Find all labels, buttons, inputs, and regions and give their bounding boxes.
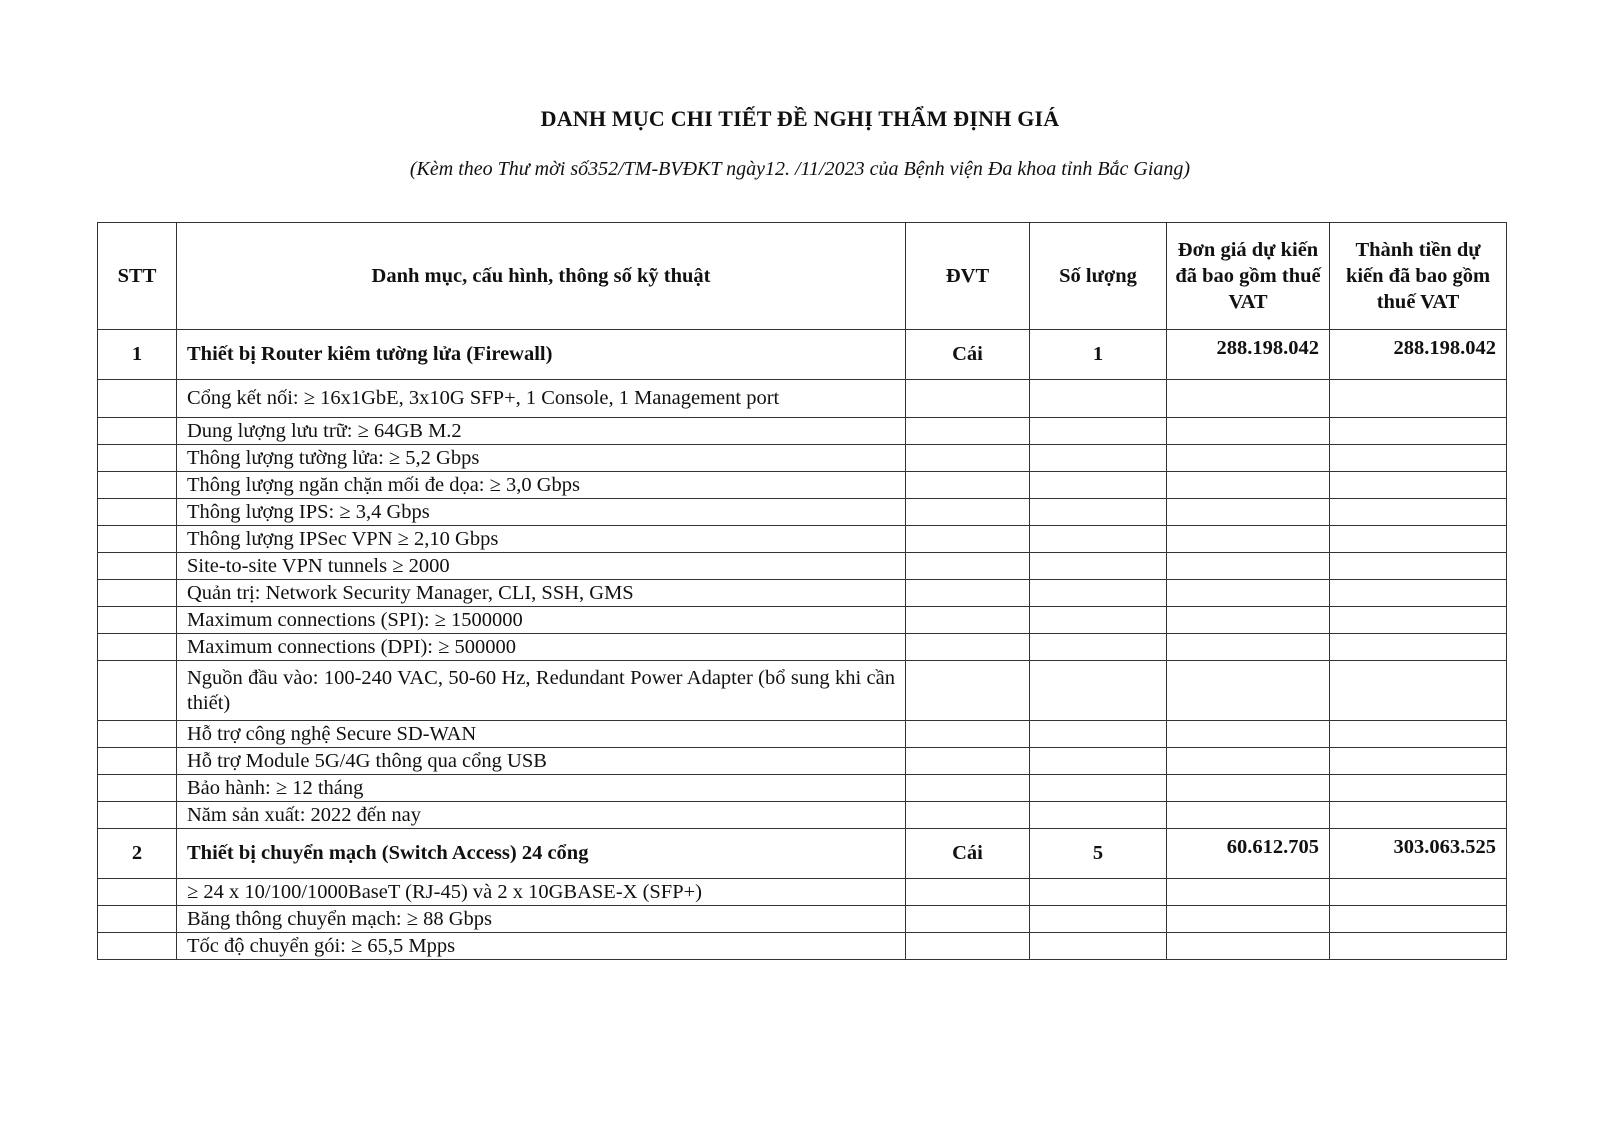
spec-row <box>98 775 1507 802</box>
spec-unit-cell <box>906 553 1030 580</box>
spec-qty-cell <box>1030 499 1167 526</box>
spec-total-cell <box>1330 445 1507 472</box>
spec-text: Site-to-site VPN tunnels ≥ 2000 <box>177 553 906 580</box>
table-header-row <box>98 223 1507 330</box>
spec-price-cell <box>1167 661 1330 721</box>
spec-total-cell <box>1330 526 1507 553</box>
spec-stt-cell <box>98 634 177 661</box>
spec-stt-cell <box>98 418 177 445</box>
spec-qty-cell <box>1030 380 1167 418</box>
spec-total-cell <box>1330 721 1507 748</box>
spec-row <box>98 802 1507 829</box>
spec-price-cell <box>1167 879 1330 906</box>
spec-row <box>98 748 1507 775</box>
spec-text: Thông lượng IPSec VPN ≥ 2,10 Gbps <box>177 526 906 553</box>
spec-total-cell <box>1330 607 1507 634</box>
spec-stt-cell <box>98 526 177 553</box>
header-description: Danh mục, cấu hình, thông số kỹ thuật <box>177 223 906 330</box>
spec-price-cell <box>1167 933 1330 960</box>
spec-price-cell <box>1167 418 1330 445</box>
spec-qty-cell <box>1030 748 1167 775</box>
item-name: Thiết bị chuyển mạch (Switch Access) 24 cổng <box>177 829 906 879</box>
spec-row <box>98 906 1507 933</box>
item-name: Thiết bị Router kiêm tường lửa (Firewall) <box>177 330 906 380</box>
spec-qty-cell <box>1030 580 1167 607</box>
spec-price-cell <box>1167 607 1330 634</box>
item-unit: Cái <box>906 330 1030 380</box>
spec-stt-cell <box>98 445 177 472</box>
spec-price-cell <box>1167 748 1330 775</box>
spec-row <box>98 607 1507 634</box>
spec-unit-cell <box>906 607 1030 634</box>
spec-row <box>98 499 1507 526</box>
spec-text: Maximum connections (DPI): ≥ 500000 <box>177 634 906 661</box>
spec-stt-cell <box>98 721 177 748</box>
spec-qty-cell <box>1030 634 1167 661</box>
spec-total-cell <box>1330 775 1507 802</box>
spec-stt-cell <box>98 933 177 960</box>
spec-unit-cell <box>906 721 1030 748</box>
spec-total-cell <box>1330 933 1507 960</box>
spec-row <box>98 721 1507 748</box>
spec-price-cell <box>1167 580 1330 607</box>
spec-qty-cell <box>1030 445 1167 472</box>
spec-qty-cell <box>1030 472 1167 499</box>
spec-price-cell <box>1167 721 1330 748</box>
item-unit-price: 288.198.042 <box>1167 330 1330 380</box>
item-stt: 1 <box>98 330 177 380</box>
spec-stt-cell <box>98 661 177 721</box>
spec-text: ≥ 24 x 10/100/1000BaseT (RJ-45) và 2 x 10GBASE-X (SFP+) <box>177 879 906 906</box>
spec-price-cell <box>1167 380 1330 418</box>
spec-text: Dung lượng lưu trữ: ≥ 64GB M.2 <box>177 418 906 445</box>
spec-stt-cell <box>98 802 177 829</box>
spec-total-cell <box>1330 748 1507 775</box>
spec-row <box>98 472 1507 499</box>
spec-row <box>98 418 1507 445</box>
spec-total-cell <box>1330 634 1507 661</box>
item-total-price: 288.198.042 <box>1330 330 1507 380</box>
spec-text: Thông lượng IPS: ≥ 3,4 Gbps <box>177 499 906 526</box>
spec-unit-cell <box>906 748 1030 775</box>
spec-row <box>98 580 1507 607</box>
spec-text: Bảo hành: ≥ 12 tháng <box>177 775 906 802</box>
spec-total-cell <box>1330 472 1507 499</box>
spec-price-cell <box>1167 526 1330 553</box>
spec-qty-cell <box>1030 879 1167 906</box>
header-unit: ĐVT <box>906 223 1030 330</box>
spec-stt-cell <box>98 748 177 775</box>
spec-price-cell <box>1167 499 1330 526</box>
spec-stt-cell <box>98 607 177 634</box>
spec-unit-cell <box>906 802 1030 829</box>
spec-unit-cell <box>906 634 1030 661</box>
spec-stt-cell <box>98 472 177 499</box>
spec-price-cell <box>1167 802 1330 829</box>
spec-text: Băng thông chuyển mạch: ≥ 88 Gbps <box>177 906 906 933</box>
spec-price-cell <box>1167 906 1330 933</box>
spec-stt-cell <box>98 775 177 802</box>
spec-row <box>98 553 1507 580</box>
spec-row <box>98 526 1507 553</box>
spec-row <box>98 445 1507 472</box>
spec-stt-cell <box>98 580 177 607</box>
spec-qty-cell <box>1030 418 1167 445</box>
header-unit-price: Đơn giá dự kiến đã bao gồm thuế VAT <box>1167 223 1330 330</box>
item-unit: Cái <box>906 829 1030 879</box>
document-subtitle: (Kèm theo Thư mời số352/TM-BVĐKT ngày12. /11/2023 của Bệnh viện Đa khoa tỉnh Bắc Giang) <box>409 158 1191 180</box>
spec-text: Thông lượng tường lửa: ≥ 5,2 Gbps <box>177 445 906 472</box>
spec-row <box>98 879 1507 906</box>
spec-qty-cell <box>1030 802 1167 829</box>
item-row <box>98 330 1507 380</box>
spec-row <box>98 634 1507 661</box>
spec-unit-cell <box>906 661 1030 721</box>
spec-text: Quản trị: Network Security Manager, CLI, SSH, GMS <box>177 580 906 607</box>
price-appraisal-table <box>97 222 1507 960</box>
spec-unit-cell <box>906 906 1030 933</box>
spec-price-cell <box>1167 634 1330 661</box>
spec-total-cell <box>1330 802 1507 829</box>
spec-unit-cell <box>906 418 1030 445</box>
spec-row <box>98 933 1507 960</box>
item-total-price: 303.063.525 <box>1330 829 1507 879</box>
spec-total-cell <box>1330 661 1507 721</box>
item-quantity: 5 <box>1030 829 1167 879</box>
spec-unit-cell <box>906 472 1030 499</box>
document-title: DANH MỤC CHI TIẾT ĐỀ NGHỊ THẨM ĐỊNH GIÁ <box>540 106 1060 131</box>
spec-text: Tốc độ chuyển gói: ≥ 65,5 Mpps <box>177 933 906 960</box>
spec-text: Hỗ trợ Module 5G/4G thông qua cổng USB <box>177 748 906 775</box>
header-stt: STT <box>98 223 177 330</box>
spec-qty-cell <box>1030 906 1167 933</box>
spec-price-cell <box>1167 445 1330 472</box>
spec-total-cell <box>1330 906 1507 933</box>
spec-text: Maximum connections (SPI): ≥ 1500000 <box>177 607 906 634</box>
spec-unit-cell <box>906 933 1030 960</box>
spec-text: Năm sản xuất: 2022 đến nay <box>177 802 906 829</box>
spec-unit-cell <box>906 380 1030 418</box>
spec-unit-cell <box>906 580 1030 607</box>
spec-unit-cell <box>906 445 1030 472</box>
spec-stt-cell <box>98 879 177 906</box>
spec-qty-cell <box>1030 526 1167 553</box>
spec-price-cell <box>1167 553 1330 580</box>
item-unit-price: 60.612.705 <box>1167 829 1330 879</box>
spec-unit-cell <box>906 499 1030 526</box>
item-row <box>98 829 1507 879</box>
spec-row <box>98 661 1507 721</box>
spec-total-cell <box>1330 879 1507 906</box>
spec-stt-cell <box>98 906 177 933</box>
spec-row <box>98 380 1507 418</box>
spec-qty-cell <box>1030 661 1167 721</box>
spec-stt-cell <box>98 380 177 418</box>
spec-total-cell <box>1330 499 1507 526</box>
spec-text: Thông lượng ngăn chặn mối đe dọa: ≥ 3,0 Gbps <box>177 472 906 499</box>
spec-qty-cell <box>1030 553 1167 580</box>
item-stt: 2 <box>98 829 177 879</box>
spec-total-cell <box>1330 380 1507 418</box>
header-total-price: Thành tiền dự kiến đã bao gồm thuế VAT <box>1330 223 1507 330</box>
spec-price-cell <box>1167 472 1330 499</box>
spec-qty-cell <box>1030 607 1167 634</box>
spec-total-cell <box>1330 553 1507 580</box>
spec-stt-cell <box>98 499 177 526</box>
spec-total-cell <box>1330 418 1507 445</box>
spec-text: Nguồn đầu vào: 100-240 VAC, 50-60 Hz, Redundant Power Adapter (bổ sung khi cần thiết) <box>177 661 906 721</box>
spec-total-cell <box>1330 580 1507 607</box>
spec-qty-cell <box>1030 721 1167 748</box>
table-body <box>98 330 1507 960</box>
spec-text: Cổng kết nối: ≥ 16x1GbE, 3x10G SFP+, 1 Console, 1 Management port <box>177 380 906 418</box>
spec-qty-cell <box>1030 775 1167 802</box>
spec-stt-cell <box>98 553 177 580</box>
spec-unit-cell <box>906 879 1030 906</box>
spec-unit-cell <box>906 775 1030 802</box>
item-quantity: 1 <box>1030 330 1167 380</box>
spec-qty-cell <box>1030 933 1167 960</box>
spec-price-cell <box>1167 775 1330 802</box>
spec-text: Hỗ trợ công nghệ Secure SD-WAN <box>177 721 906 748</box>
spec-unit-cell <box>906 526 1030 553</box>
header-quantity: Số lượng <box>1030 223 1167 330</box>
